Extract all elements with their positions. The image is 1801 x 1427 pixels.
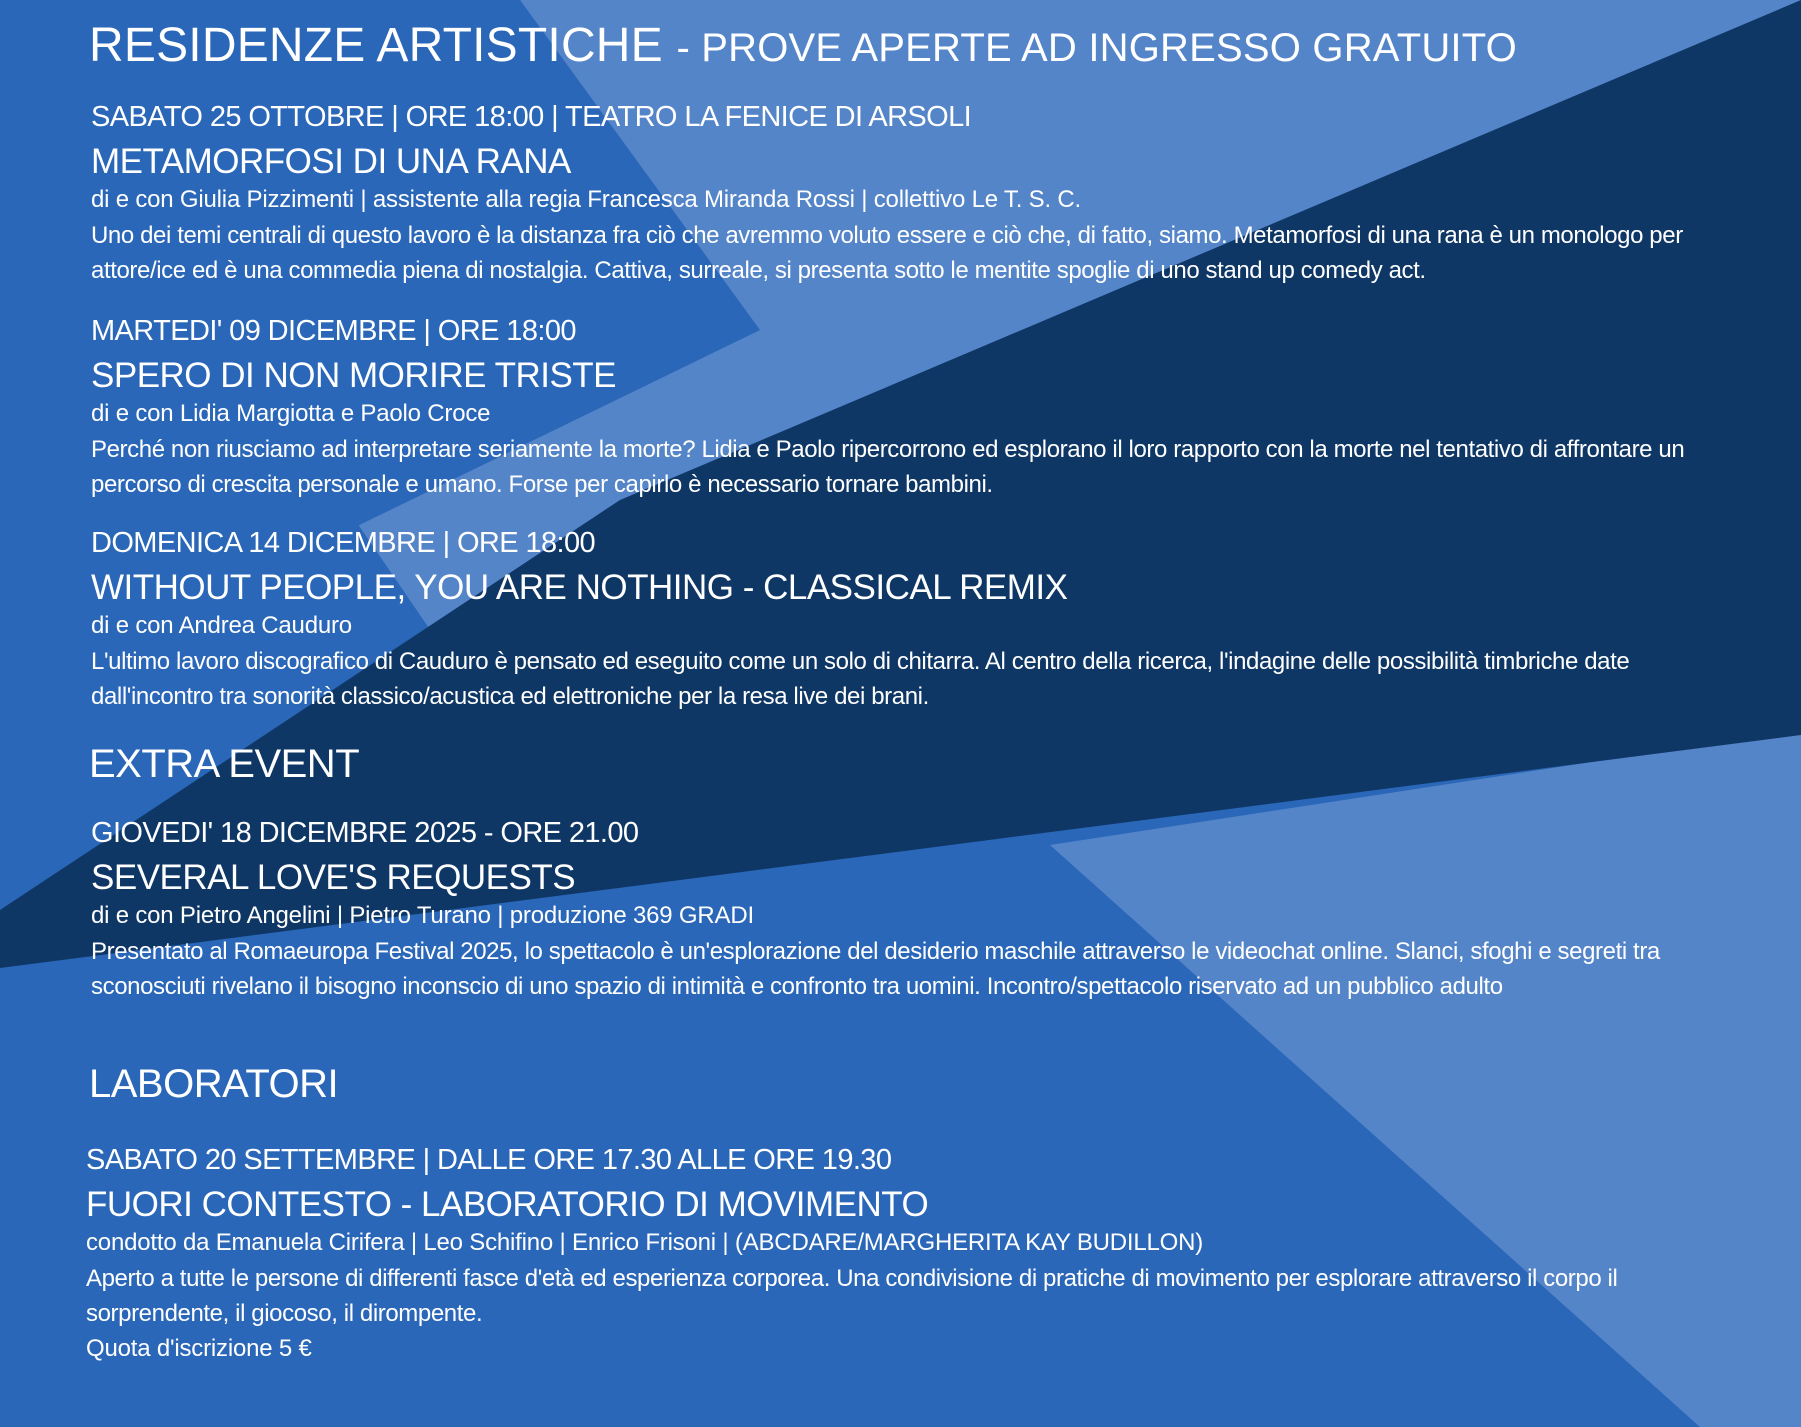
workshop-credits: condotto da Emanuela Cirifera | Leo Schifino | Enrico Frisoni | (ABCDARE/MARGHERITA KAY BUDILLON)	[86, 1229, 1204, 1256]
extra-event-date: GIOVEDI' 18 DICEMBRE 2025 - ORE 21.00	[91, 817, 639, 849]
event-1-date: SABATO 25 OTTOBRE | ORE 18:00 | TEATRO LA FENICE DI ARSOLI	[91, 101, 972, 133]
event-1-description: Uno dei temi centrali di questo lavoro è la distanza fra ciò che avremmo voluto essere e ciò che, di fatto, siamo. Metamorfosi di una rana è un monologo per attore/ice ed è una commedia piena di nostalgia. Cattiva, surreale, si presenta sotto le mentite spoglie di uno stand up comedy act.	[91, 222, 1683, 284]
page-title	[89, 18, 1517, 73]
event-3-credits: di e con Andrea Cauduro	[91, 612, 352, 639]
event-3-description: L'ultimo lavoro discografico di Cauduro è pensato ed eseguito come un solo di chitarra. Al centro della ricerca, l'indagine delle possibilità timbriche date dall'incontro tra sonorità classico/acustica ed elettroniche per la resa live dei brani.	[91, 648, 1630, 710]
title-main: RESIDENZE ARTISTICHE	[89, 19, 663, 72]
event-2-credits: di e con Lidia Margiotta e Paolo Croce	[91, 400, 491, 427]
workshop-date: SABATO 20 SETTEMBRE | DALLE ORE 17.30 ALLE ORE 19.30	[86, 1144, 892, 1176]
event-2-title: SPERO DI NON MORIRE TRISTE	[91, 356, 617, 395]
workshops-heading: LABORATORI	[89, 1062, 339, 1106]
extra-event-description: Presentato al Romaeuropa Festival 2025, lo spettacolo è un'esplorazione del desiderio maschile attraverso le videochat online. Slanci, sfoghi e segreti tra sconosciuti rivelano il bisogno inconscio di uno spazio di intimità e confronto tra uomini. Incontro/spettacolo riservato ad un pubblico adulto	[91, 938, 1660, 1000]
event-1-credits: di e con Giulia Pizzimenti | assistente alla regia Francesca Miranda Rossi | collettivo Le T. S. C.	[91, 186, 1081, 213]
extra-event-heading: EXTRA EVENT	[89, 742, 360, 786]
event-2-date: MARTEDI' 09 DICEMBRE | ORE 18:00	[91, 315, 576, 347]
event-3-date: DOMENICA 14 DICEMBRE | ORE 18:00	[91, 527, 596, 559]
event-1-title: METAMORFOSI DI UNA RANA	[91, 142, 571, 181]
event-2-description: Perché non riusciamo ad interpretare seriamente la morte? Lidia e Paolo ripercorrono ed esplorano il loro rapporto con la morte nel tentativo di affrontare un percorso di crescita personale e umano. Forse per capirlo è necessario tornare bambini.	[91, 436, 1685, 498]
extra-event-credits: di e con Pietro Angelini | Pietro Turano | produzione 369 GRADI	[91, 902, 754, 929]
extra-event-title: SEVERAL LOVE'S REQUESTS	[91, 858, 576, 897]
event-3-title: WITHOUT PEOPLE, YOU ARE NOTHING - CLASSICAL REMIX	[91, 568, 1068, 607]
workshop-fee: Quota d'iscrizione 5 €	[86, 1335, 312, 1362]
workshop-title: FUORI CONTESTO - LABORATORIO DI MOVIMENTO	[86, 1185, 929, 1224]
title-subtitle: - PROVE APERTE AD INGRESSO GRATUITO	[676, 26, 1517, 70]
workshop-description: Aperto a tutte le persone di differenti fasce d'età ed esperienza corporea. Una condivisione di pratiche di movimento per esplorare attraverso il corpo il sorprendente, il giocoso, il dirompente.	[86, 1265, 1618, 1327]
